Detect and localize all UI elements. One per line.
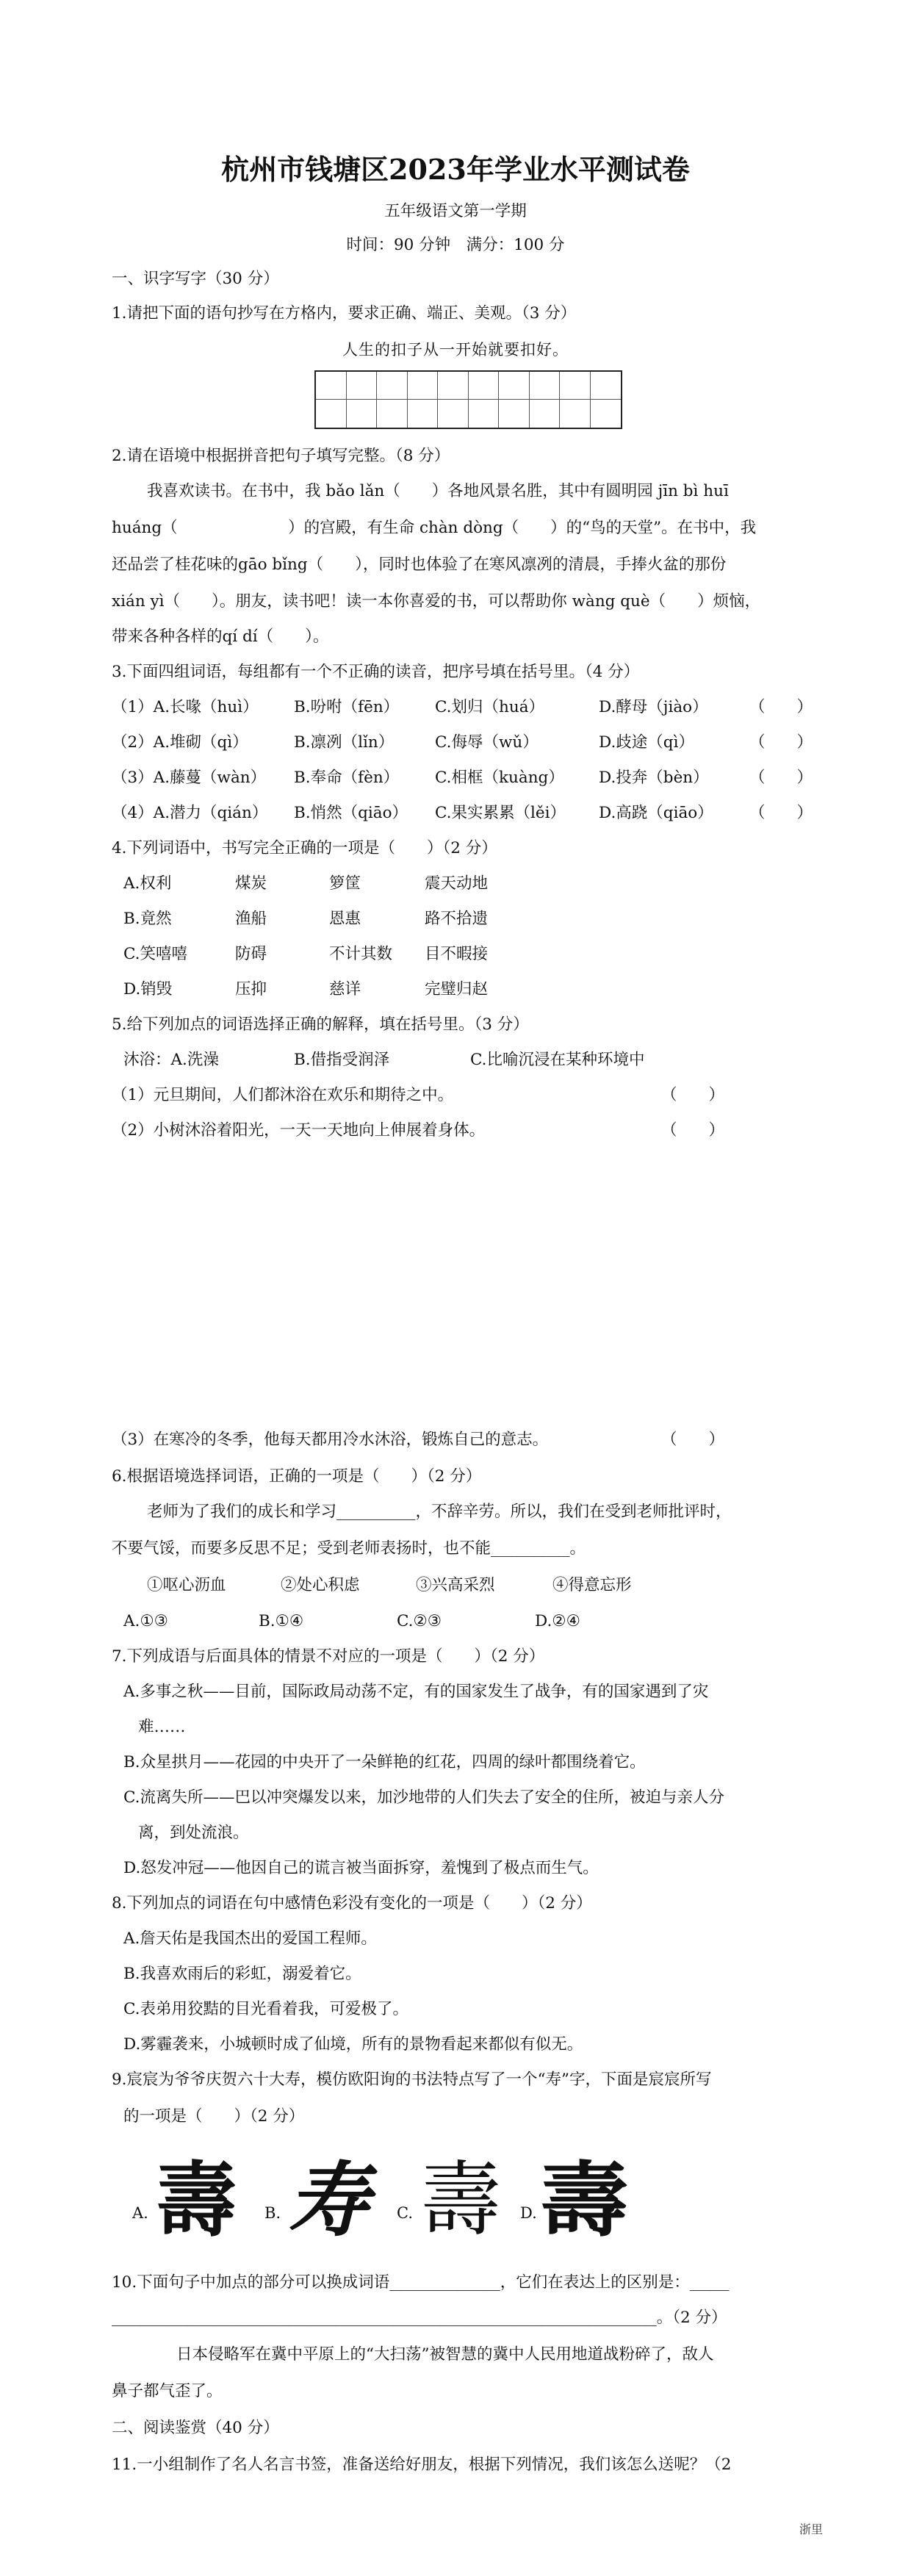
q10-prompt-cont: _____________________________________________________________________。（2 分） xyxy=(112,2309,727,2327)
q2-passage-line: xián yì（ ）。朋友，读书吧！读一本你喜爱的书，可以帮助你 wàng què（ ）烦恼， xyxy=(112,592,761,611)
q10-passage-line: 鼻子都气歪了。 xyxy=(112,2382,223,2400)
q10-prompt: 10.下面句子中加点的部分可以换成词语______________，它们在表达上的区别是：_____ xyxy=(112,2273,730,2292)
q8-option-a: A.詹天佑是我国杰出的爱国工程师。 xyxy=(123,1929,377,1948)
q4-prompt: 4.下列词语中，书写完全正确的一项是（ ）（2 分） xyxy=(112,839,497,857)
calligraphy-shou-image: 壽 xyxy=(156,2154,237,2248)
q6-word: ①呕心沥血 xyxy=(147,1576,226,1594)
calligraphy-shou-image: 寿 xyxy=(288,2153,369,2248)
section-1-heading: 一、识字写字（30 分） xyxy=(112,270,279,288)
section-2-heading: 二、阅读鉴赏（40 分） xyxy=(112,2419,279,2437)
q6-choice: B.①④ xyxy=(259,1612,304,1630)
q7-option-c-cont: 离，到处流浪。 xyxy=(138,1824,249,1842)
q1-prompt: 1.请把下面的语句抄写在方格内，要求正确、端正、美观。（3 分） xyxy=(112,304,577,323)
q9-prompt-cont: 的一项是（ ）（2 分） xyxy=(123,2107,305,2126)
page-footer: 浙里 xyxy=(799,2522,823,2536)
q7-option-a-cont: 难…… xyxy=(138,1718,186,1736)
q2-prompt: 2.请在语境中根据拼音把句子填写完整。（8 分） xyxy=(112,447,450,465)
q6-choice: C.②③ xyxy=(397,1612,442,1630)
q6-word: ②处心积虑 xyxy=(281,1576,360,1594)
q7-prompt: 7.下列成语与后面具体的情景不对应的一项是（ ）（2 分） xyxy=(112,1647,545,1666)
calligraphy-shou-image: 壽 xyxy=(539,2154,629,2248)
answer-paren[interactable]: （ ） xyxy=(661,1431,725,1449)
q10-passage-line: 日本侵略军在冀中平原上的“大扫荡”被智慧的冀中人民用地道战粉碎了，敌人 xyxy=(176,2345,714,2364)
q2-passage-line: 带来各种各样的qí dí（ ）。 xyxy=(112,627,329,646)
answer-paren[interactable]: （ ） xyxy=(749,698,813,716)
exam-time: 时间：90 分钟 满分：100 分 xyxy=(346,236,565,254)
answer-paren[interactable]: （ ） xyxy=(749,769,813,787)
q5-option: 沐浴：A.洗澡 xyxy=(123,1051,219,1069)
q6-prompt: 6.根据语境选择词语，正确的一项是（ ）（2 分） xyxy=(112,1467,482,1486)
q7-option-d: D.怒发冲冠——他因自己的谎言被当面拆穿，羞愧到了极点而生气。 xyxy=(123,1859,599,1877)
q6-choice: D.②④ xyxy=(535,1612,580,1630)
answer-paren[interactable]: （ ） xyxy=(661,1121,725,1140)
q2-passage-line: 还品尝了桂花味的gāo bǐng（ ），同时也体验了在寒风凛冽的清晨，手捧火盆的那份 xyxy=(112,555,727,574)
q8-option-d: D.雾霾袭来，小城顿时成了仙境，所有的景物看起来都似有似无。 xyxy=(123,2035,583,2054)
q5-option: C.比喻沉浸在某种环境中 xyxy=(470,1051,645,1069)
q9-prompt: 9.宸宸为爷爷庆贺六十大寿，模仿欧阳询的书法特点写了一个“寿”字，下面是宸宸所写 xyxy=(112,2070,712,2089)
q8-prompt: 8.下列加点的词语在句中感情色彩没有变化的一项是（ ）（2 分） xyxy=(112,1894,592,1913)
q6-passage-line: 不要气馁，而要多反思不足；受到老师表扬时，也不能__________。 xyxy=(112,1539,586,1558)
q5-option: B.借指受润泽 xyxy=(294,1051,390,1069)
q5-item: （1）元旦期间，人们都沐浴在欢乐和期待之中。 xyxy=(112,1086,454,1104)
q1-writing-grid[interactable] xyxy=(314,370,622,429)
q8-option-b: B.我喜欢雨后的彩虹，溺爱着它。 xyxy=(123,1965,361,1983)
q7-option-b: B.众星拱月——花园的中央开了一朵鲜艳的红花，四周的绿叶都围绕着它。 xyxy=(123,1753,646,1771)
q1-copy-sentence: 人生的扣子从一开始就要扣好。 xyxy=(342,341,569,359)
q6-choice: A.①③ xyxy=(123,1612,168,1630)
q5-item: （2）小树沐浴着阳光，一天一天地向上伸展着身体。 xyxy=(112,1121,486,1140)
q7-option-a: A.多事之秋——目前，国际政局动荡不定，有的国家发生了战争，有的国家遇到了灾 xyxy=(123,1683,709,1701)
q8-option-c: C.表弟用狡黠的目光看着我，可爱极了。 xyxy=(123,2000,409,2018)
q5-prompt: 5.给下列加点的词语选择正确的解释，填在括号里。（3 分） xyxy=(112,1015,529,1034)
q7-option-c: C.流离失所——巴以冲突爆发以来，加沙地带的人们失去了安全的住所，被迫与亲人分 xyxy=(123,1788,725,1807)
q11-prompt: 11.一小组制作了名人名言书签，准备送给好朋友，根据下列情况，我们该怎么送呢？（2 xyxy=(112,2456,732,2474)
exam-subtitle: 五年级语文第一学期 xyxy=(384,202,527,220)
answer-paren[interactable]: （ ） xyxy=(749,733,813,752)
q2-passage-line: 我喜欢读书。在书中，我 bǎo lǎn（ ）各地风景名胜，其中有圆明园 jīn bì huī xyxy=(147,482,729,500)
answer-paren[interactable]: （ ） xyxy=(661,1086,725,1104)
answer-paren[interactable]: （ ） xyxy=(749,804,813,822)
q6-word: ③兴高采烈 xyxy=(416,1576,495,1594)
q6-word: ④得意忘形 xyxy=(552,1576,632,1594)
q3-prompt: 3.下面四组词语，每组都有一个不正确的读音，把序号填在括号里。（4 分） xyxy=(112,663,640,681)
q5-item: （3）在寒冷的冬季，他每天都用冷水沐浴，锻炼自己的意志。 xyxy=(112,1431,549,1449)
q6-passage-line: 老师为了我们的成长和学习__________，不辞辛劳。所以，我们在受到老师批评时， xyxy=(147,1503,732,1521)
q2-passage-line: huáng（ ）的宫殿，有生命 chàn dòng（ ）的“鸟的天堂”。在书中，我 xyxy=(112,519,757,537)
exam-title: 杭州市钱塘区2023年学业水平测试卷 xyxy=(221,153,690,186)
calligraphy-shou-image: 壽 xyxy=(420,2156,501,2245)
